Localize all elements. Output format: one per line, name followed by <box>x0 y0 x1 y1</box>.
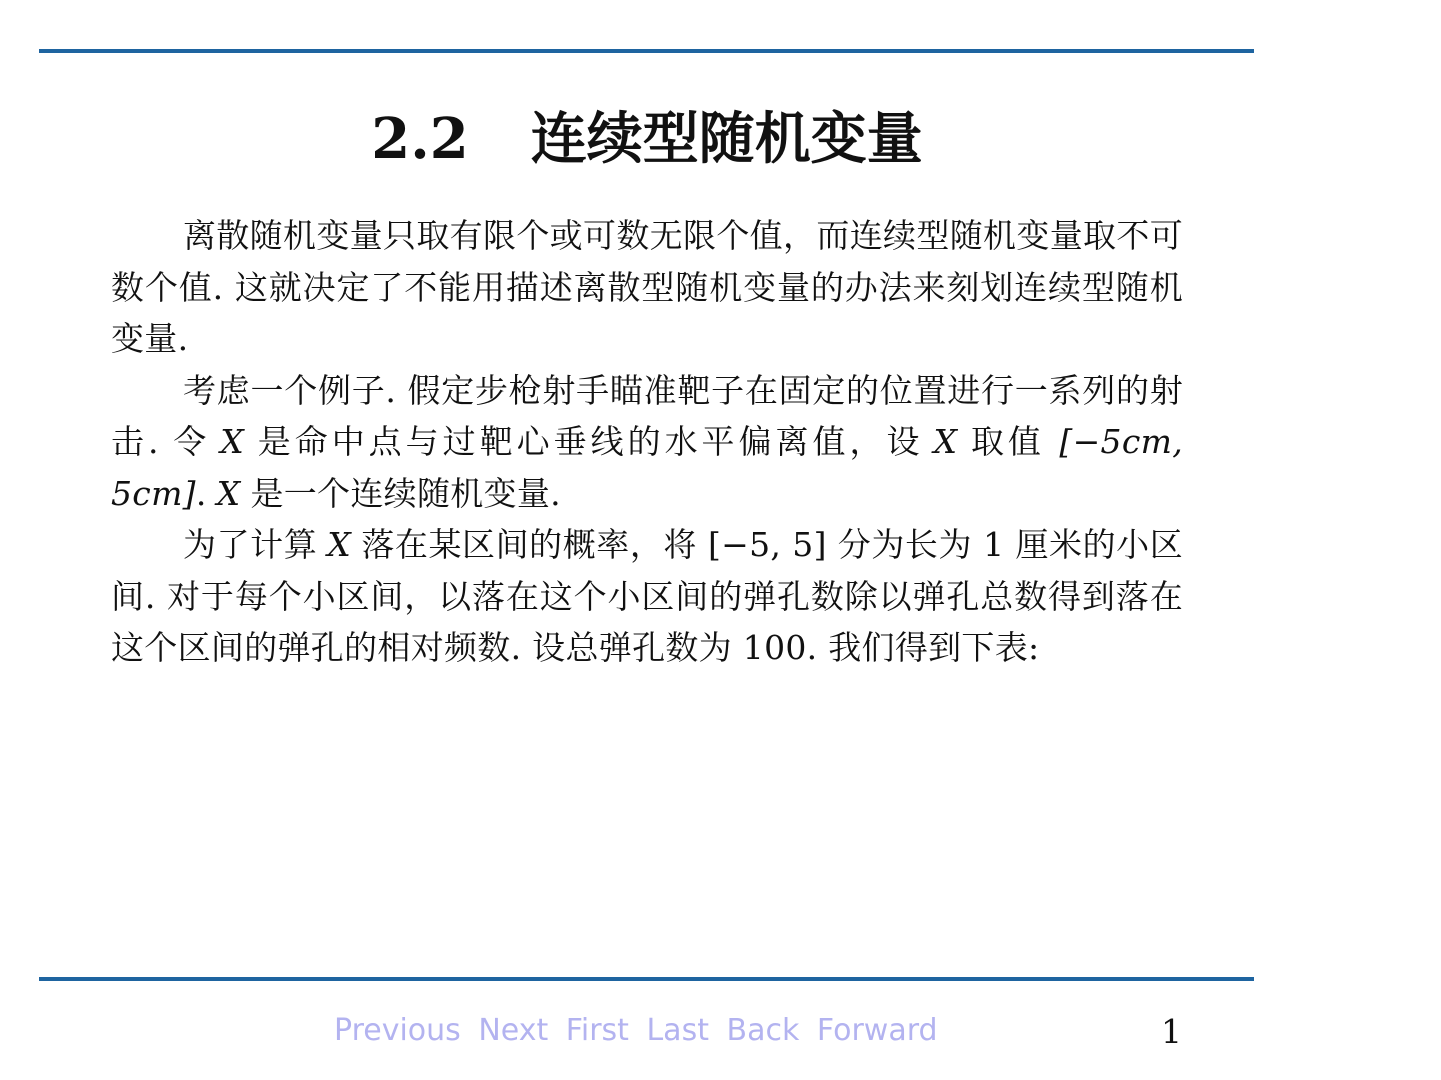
top-rule <box>39 49 1254 53</box>
paragraph-text: 考虑一个例子. 假定步枪射手瞄准靶子在固定的位置进行一系列的射击. 令 <box>111 370 1183 461</box>
next-link[interactable]: Next <box>478 1013 549 1048</box>
paragraph-text: 为了计算 <box>183 525 318 564</box>
paragraph-text: 落在某区间的概率，将 [−5, 5] 分为长为 1 厘米的小区间. 对于每个小区间，以落在这个小区间的弹孔数除以弹孔总数得到落在这个区间的弹孔的相对频数. 设总弹孔数为 100. 我们得到下表: <box>111 525 1184 667</box>
math-interval: [−5cm, 5cm] <box>111 422 1183 513</box>
math-variable: X <box>933 422 958 461</box>
paragraph-text: . <box>195 473 207 513</box>
forward-link[interactable]: Forward <box>816 1013 938 1048</box>
paragraph-text: 离散随机变量只取有限个或可数无限个值，而连续型随机变量取不可数个值. 这就决定了不能用描述离散型随机变量的办法来刻划连续型随机变量. <box>111 216 1183 358</box>
page-number: 1 <box>1161 1012 1182 1051</box>
paragraph-text: 取值 <box>967 422 1045 461</box>
section-title <box>111 104 1183 174</box>
math-variable: X <box>216 473 241 513</box>
paragraph-2 <box>111 365 1183 520</box>
math-variable: X <box>220 422 245 461</box>
math-variable: X <box>327 525 352 564</box>
previous-link[interactable]: Previous <box>334 1013 461 1048</box>
paragraph-text: 是命中点与过靶心垂线的水平偏离值，设 <box>254 422 924 461</box>
paragraph-text: 是一个连续随机变量. <box>250 473 561 513</box>
slide-body <box>111 210 1183 674</box>
section-heading: 连续型随机变量 <box>530 106 923 172</box>
first-link[interactable]: First <box>565 1013 629 1048</box>
back-link[interactable]: Back <box>726 1013 800 1048</box>
paragraph-3 <box>111 519 1183 674</box>
paragraph-1 <box>111 210 1183 365</box>
section-number: 2.2 <box>371 106 469 172</box>
bottom-rule <box>39 977 1254 981</box>
navigation-bar <box>334 1013 946 1057</box>
last-link[interactable]: Last <box>646 1013 709 1048</box>
